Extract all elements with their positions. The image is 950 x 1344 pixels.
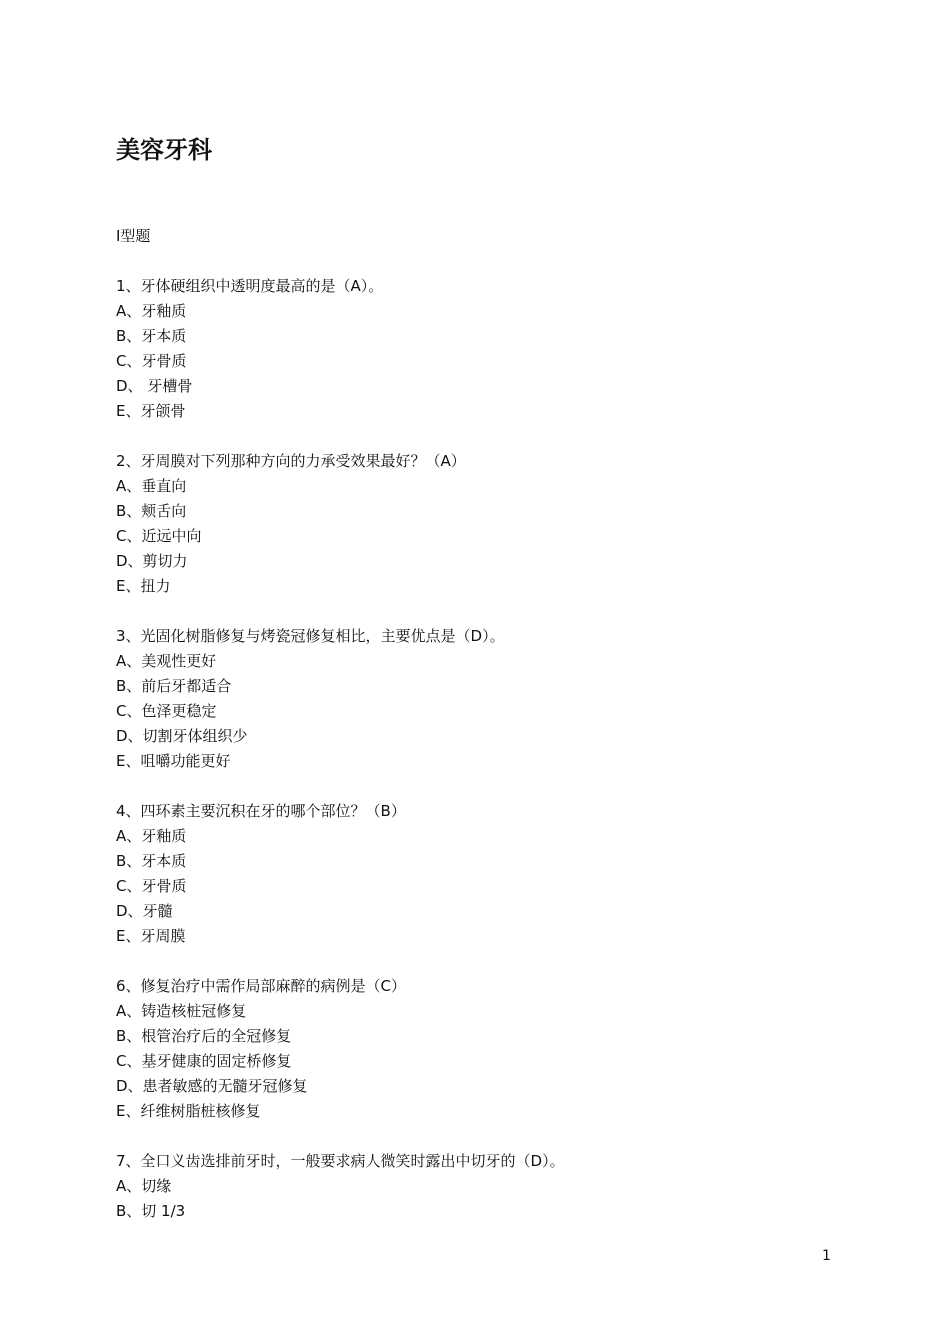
question-stem: 3、光固化树脂修复与烤瓷冠修复相比，主要优点是（D）。 — [116, 627, 505, 645]
option-e: E、牙颌骨 — [116, 402, 186, 420]
question-7 — [116, 1149, 836, 1224]
question-6 — [116, 974, 836, 1124]
option-a: A、铸造核桩冠修复 — [116, 1002, 247, 1020]
question-4 — [116, 799, 836, 949]
option-b: B、颊舌向 — [116, 502, 187, 520]
question-stem: 7、全口义齿选排前牙时，一般要求病人微笑时露出中切牙的（D）。 — [116, 1152, 565, 1170]
question-3 — [116, 624, 836, 774]
option-c: C、牙骨质 — [116, 352, 187, 370]
option-e: E、牙周膜 — [116, 927, 186, 945]
option-b: B、前后牙都适合 — [116, 677, 232, 695]
option-d: D、牙髓 — [116, 902, 173, 920]
section-heading: I型题 — [116, 227, 151, 245]
option-b: B、牙本质 — [116, 327, 187, 345]
option-b: B、根管治疗后的全冠修复 — [116, 1027, 292, 1045]
option-c: C、色泽更稳定 — [116, 702, 217, 720]
question-2 — [116, 449, 836, 599]
document-title: 美容牙科 — [116, 136, 212, 164]
option-a: A、垂直向 — [116, 477, 187, 495]
question-1 — [116, 274, 836, 424]
option-a: A、牙釉质 — [116, 827, 187, 845]
option-a: A、切缘 — [116, 1177, 172, 1195]
option-a: A、美观性更好 — [116, 652, 217, 670]
question-stem: 4、四环素主要沉积在牙的哪个部位？（B） — [116, 802, 406, 820]
page-number: 1 — [822, 1248, 831, 1264]
option-c: C、牙骨质 — [116, 877, 187, 895]
option-c: C、近远中向 — [116, 527, 202, 545]
option-e: E、咀嚼功能更好 — [116, 752, 231, 770]
option-d: D、剪切力 — [116, 552, 188, 570]
option-c: C、基牙健康的固定桥修复 — [116, 1052, 292, 1070]
question-stem: 2、牙周膜对下列那种方向的力承受效果最好？（A） — [116, 452, 466, 470]
option-d: D、 牙槽骨 — [116, 377, 193, 395]
option-d: D、切割牙体组织少 — [116, 727, 248, 745]
question-list — [116, 274, 836, 1249]
option-b: B、牙本质 — [116, 852, 187, 870]
option-e: E、纤维树脂桩核修复 — [116, 1102, 261, 1120]
question-stem: 1、牙体硬组织中透明度最高的是（A）。 — [116, 277, 384, 295]
option-a: A、牙釉质 — [116, 302, 187, 320]
option-d: D、患者敏感的无髓牙冠修复 — [116, 1077, 308, 1095]
option-b: B、切 1/3 — [116, 1202, 186, 1220]
question-stem: 6、修复治疗中需作局部麻醉的病例是（C） — [116, 977, 407, 995]
option-e: E、扭力 — [116, 577, 171, 595]
